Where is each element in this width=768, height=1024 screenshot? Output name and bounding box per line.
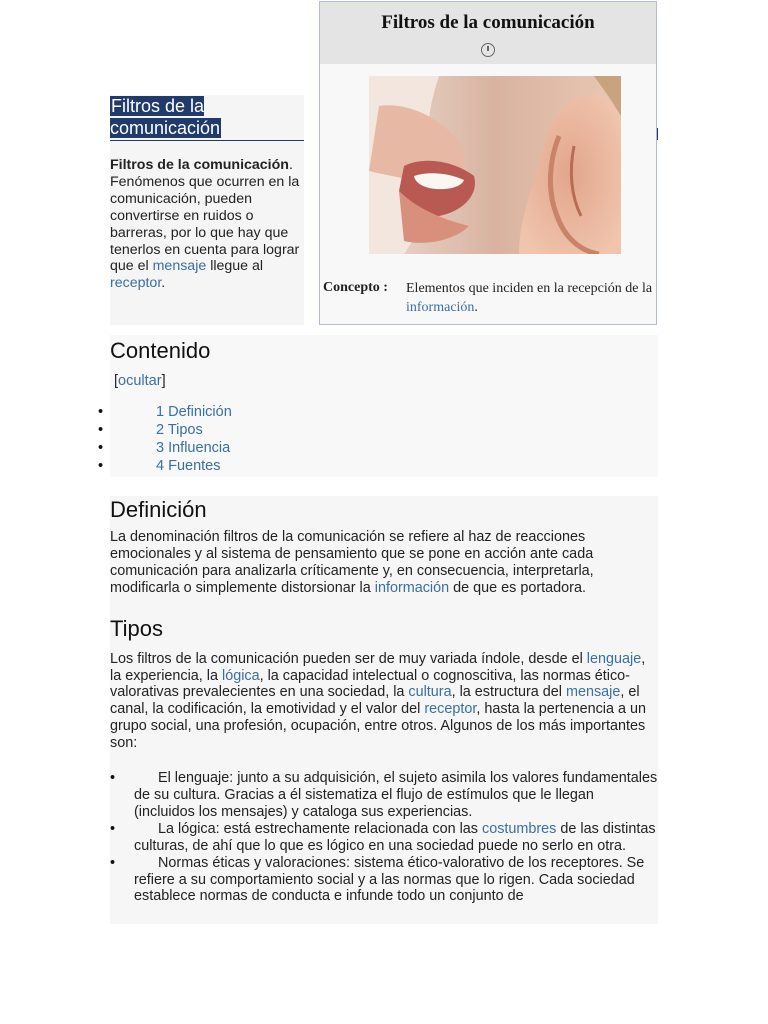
heading-definicion: Definición bbox=[110, 497, 207, 522]
toc-item bbox=[110, 439, 658, 457]
toc-list bbox=[110, 403, 658, 475]
list-item bbox=[110, 770, 658, 821]
intro-text-2: llegue al bbox=[206, 258, 264, 275]
infobox-image[interactable] bbox=[369, 76, 621, 254]
intro-title: Filtros de la comunicación bbox=[110, 96, 221, 138]
toc-hide-link[interactable]: ocultar bbox=[118, 373, 162, 389]
concept-value bbox=[406, 279, 656, 317]
tipos-list bbox=[110, 770, 658, 905]
intro-title-wrap bbox=[110, 95, 304, 141]
link-costumbres[interactable]: costumbres bbox=[482, 820, 557, 837]
toc-link-tipos[interactable]: 2 Tipos bbox=[156, 422, 203, 438]
toc-bracket-close: ] bbox=[161, 373, 166, 389]
table-of-contents bbox=[110, 335, 658, 477]
link-lenguaje[interactable]: lenguaje bbox=[586, 650, 642, 667]
tipos-paragraph bbox=[110, 651, 658, 752]
item-normas: Normas éticas y valoraciones: sistema ético-valorativo de los receptores. Se refiere a su comportamiento social y a las normas que lo rigen. Cada sociedad establece normas de conducta e infunde todo un conjunto de bbox=[134, 854, 645, 905]
infobox-header bbox=[320, 2, 656, 64]
infobox bbox=[319, 1, 657, 325]
link-informacion[interactable]: información bbox=[374, 579, 450, 596]
toc-item bbox=[110, 421, 658, 439]
tipos-text: , hasta la pertenencia a un grupo social, una profesión, ocupación, entre otros. Algunos de los más importantes son: bbox=[110, 701, 646, 752]
heading-tipos: Tipos bbox=[110, 615, 163, 641]
concept-label: Concepto : bbox=[323, 280, 388, 295]
toc-title: Contenido bbox=[110, 338, 211, 363]
toc-bracket-open: [ bbox=[114, 373, 119, 389]
concept-end: . bbox=[474, 300, 478, 315]
def-text-2: de que es portadora. bbox=[449, 579, 586, 596]
heading-rule-tick bbox=[657, 128, 658, 140]
tipos-text: , la experiencia, la bbox=[110, 650, 646, 684]
intro-text-1: . Fenómenos que ocurren en la comunicación, pueden convertirse en ruidos o barreras, por lo que hay que tenerlos en cuenta para lograr que el bbox=[110, 157, 300, 275]
link-mensaje[interactable]: mensaje bbox=[152, 258, 207, 275]
article-content bbox=[110, 496, 658, 924]
toc-link-definicion[interactable]: 1 Definición bbox=[156, 404, 232, 420]
toc-item bbox=[110, 457, 658, 475]
link-receptor-2[interactable]: receptor bbox=[424, 701, 477, 718]
toc-item bbox=[110, 403, 658, 421]
list-item bbox=[110, 855, 658, 906]
list-item bbox=[110, 821, 658, 855]
def-text-1: La denominación filtros de la comunicación se refiere al haz de reacciones emocionales y al sistema de pensamiento que se pone en acción ante cada comunicación para analizarla críticamente y, en consecuencia, interpretarla, modificarla o simplemente distorsionar la bbox=[110, 529, 594, 596]
item-logica-b: de las distintas culturas, de ahí que lo que es lógico en una sociedad puede no serlo en otra. bbox=[134, 820, 656, 854]
toc-link-influencia[interactable]: 3 Influencia bbox=[156, 440, 231, 456]
link-mensaje-2[interactable]: mensaje bbox=[565, 684, 621, 701]
link-informacion-infobox[interactable]: información bbox=[406, 300, 475, 315]
tipos-text: , la estructura del bbox=[451, 684, 566, 701]
link-cultura[interactable]: cultura bbox=[408, 684, 452, 701]
intro-panel bbox=[110, 95, 304, 325]
item-logica-a: La lógica: está estrechamente relacionada con las bbox=[158, 820, 482, 837]
tipos-text: , el canal, la codificación, la emotividad y el valor del bbox=[110, 684, 640, 718]
tipos-text: Los filtros de la comunicación pueden ser de muy variada índole, desde el bbox=[110, 650, 587, 667]
toc-toggle bbox=[114, 373, 658, 389]
intro-text bbox=[110, 157, 304, 292]
tipos-text: , la capacidad intelectual o cognoscitiva, las normas ético-valorativas prevalecientes en una sociedad, la bbox=[110, 667, 630, 701]
concept-text: Elementos que inciden en la recepción de la bbox=[406, 281, 653, 296]
intro-bold-term: Filtros de la comunicación bbox=[110, 157, 289, 173]
link-logica[interactable]: lógica bbox=[222, 667, 260, 684]
link-receptor[interactable]: receptor bbox=[110, 275, 162, 292]
toc-link-fuentes[interactable]: 4 Fuentes bbox=[156, 458, 221, 474]
infobox-title: Filtros de la comunicación bbox=[381, 12, 595, 33]
intro-text-3: . bbox=[161, 275, 166, 292]
definicion-paragraph bbox=[110, 529, 658, 597]
info-icon[interactable] bbox=[481, 43, 495, 57]
item-lenguaje: El lenguaje: junto a su adquisición, el sujeto asimila los valores fundamentales de su cultura. Gracias a él sistematiza el flujo de estímulos que le llegan (incluidos los mensajes) y cataloga sus experiencias. bbox=[134, 770, 658, 820]
